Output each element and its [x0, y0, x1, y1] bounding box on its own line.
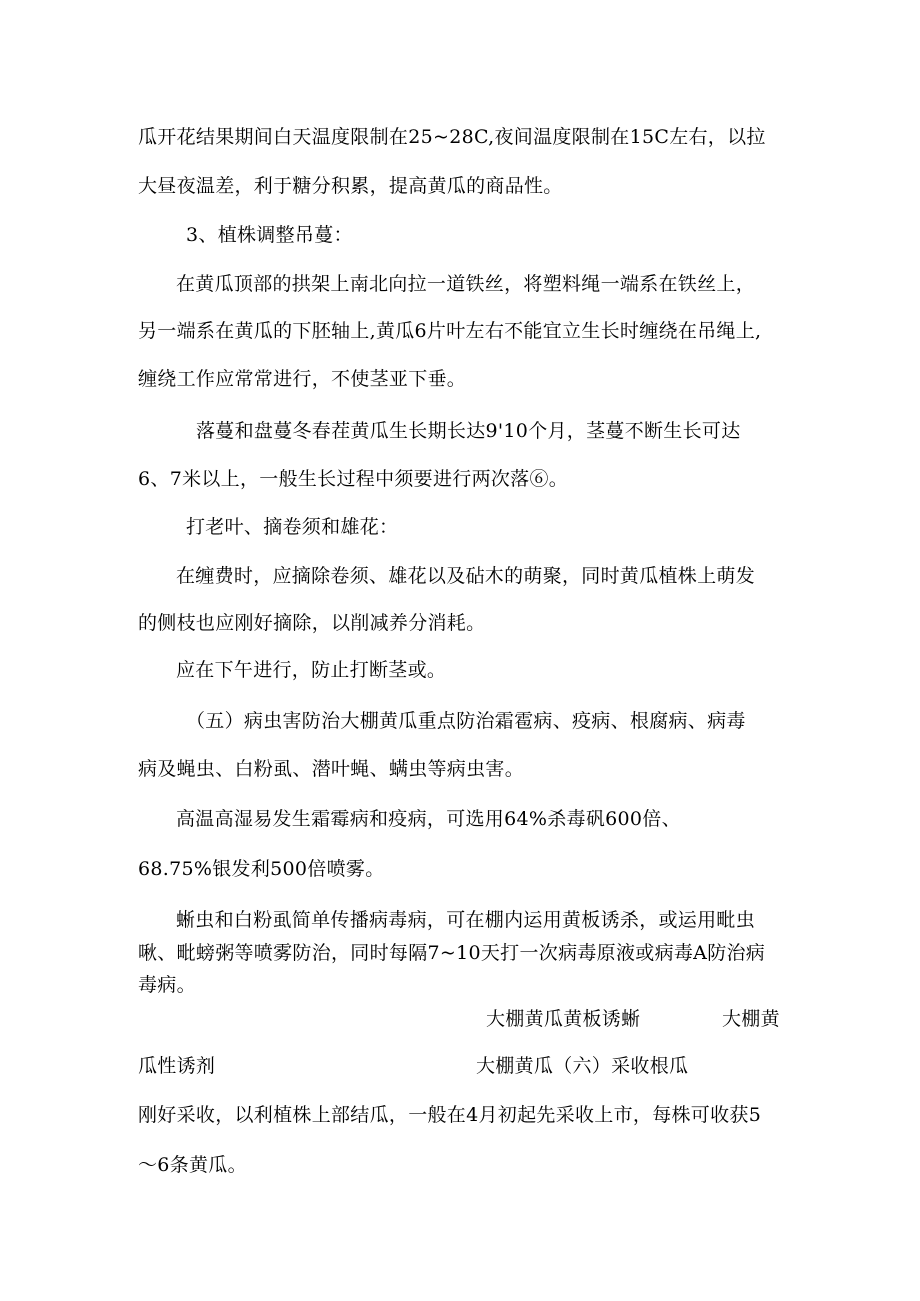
paragraph-line: 6、7米以上，一般生长过程中须要进行两次落⑥。 — [138, 468, 569, 490]
paragraph-line: ～6条黄瓜。 — [138, 1154, 247, 1176]
paragraph-line: 的侧枝也应刚好摘除，以削减养分消耗。 — [138, 612, 486, 634]
section-heading: 3、植株调整吊蔓： — [186, 224, 353, 246]
paragraph-line: 病及蝇虫、白粉虱、潜叶蝇、螨虫等病虫害。 — [138, 758, 525, 780]
paragraph-line: 缠绕工作应常常进行，不使茎亚下垂。 — [138, 368, 467, 390]
section-heading: 大棚黄瓜（六）采收根瓜 — [476, 1055, 689, 1077]
paragraph-line: 应在下午进行，防止打断茎或。 — [176, 659, 447, 681]
image-caption: 瓜性诱剂 — [138, 1055, 216, 1077]
paragraph-line: 啾、毗螃粥等喷雾防治，同时每隔7~10天打一次病毒原液或病毒A防治病 — [138, 942, 766, 964]
paragraph-line: 刚好采收，以利植株上部结瓜，一般在4月初起先采收上市，每株可收获5 — [138, 1104, 762, 1126]
paragraph-line: 另一端系在黄瓜的下胚轴上,黄瓜6片叶左右不能宜立生长时缠绕在吊绳上, — [138, 320, 762, 342]
paragraph-line: 在缠费时，应摘除卷须、雄花以及砧木的萌聚，同时黄瓜植株上萌发 — [176, 565, 756, 587]
image-caption: 大棚黄瓜黄板诱蜥 — [486, 1008, 641, 1030]
image-caption: 大棚黄 — [722, 1008, 780, 1030]
paragraph-line: 落蔓和盘蔓冬春茬黄瓜生长期长达9'10个月，茎蔓不断生长可达 — [196, 420, 741, 442]
paragraph-line: 毒病。 — [138, 974, 196, 996]
paragraph-line: 大昼夜温差，利于糖分积累，提高黄瓜的商品性。 — [138, 175, 563, 197]
paragraph-line: 瓜开花结果期间白天温度限制在25~28C,夜间温度限制在15C左右，以拉 — [138, 126, 766, 148]
paragraph-line: 蜥虫和白粉虱简单传播病毒病，可在棚内运用黄板诱杀，或运用毗虫 — [176, 909, 756, 931]
section-heading: 打老叶、摘卷须和雄花： — [186, 516, 399, 538]
paragraph-line: 在黄瓜顶部的拱架上南北向拉一道铁丝，将塑料绳一端系在铁丝上， — [176, 273, 756, 295]
section-heading: （五）病虫害防治大棚黄瓜重点防治霜雹病、疫病、根腐病、病毒 — [186, 710, 746, 732]
paragraph-line: 68.75%银发利500倍喷雾。 — [138, 858, 385, 880]
paragraph-line: 高温高湿易发生霜霉病和疫病，可选用64%杀毒矾600倍、 — [176, 808, 681, 830]
